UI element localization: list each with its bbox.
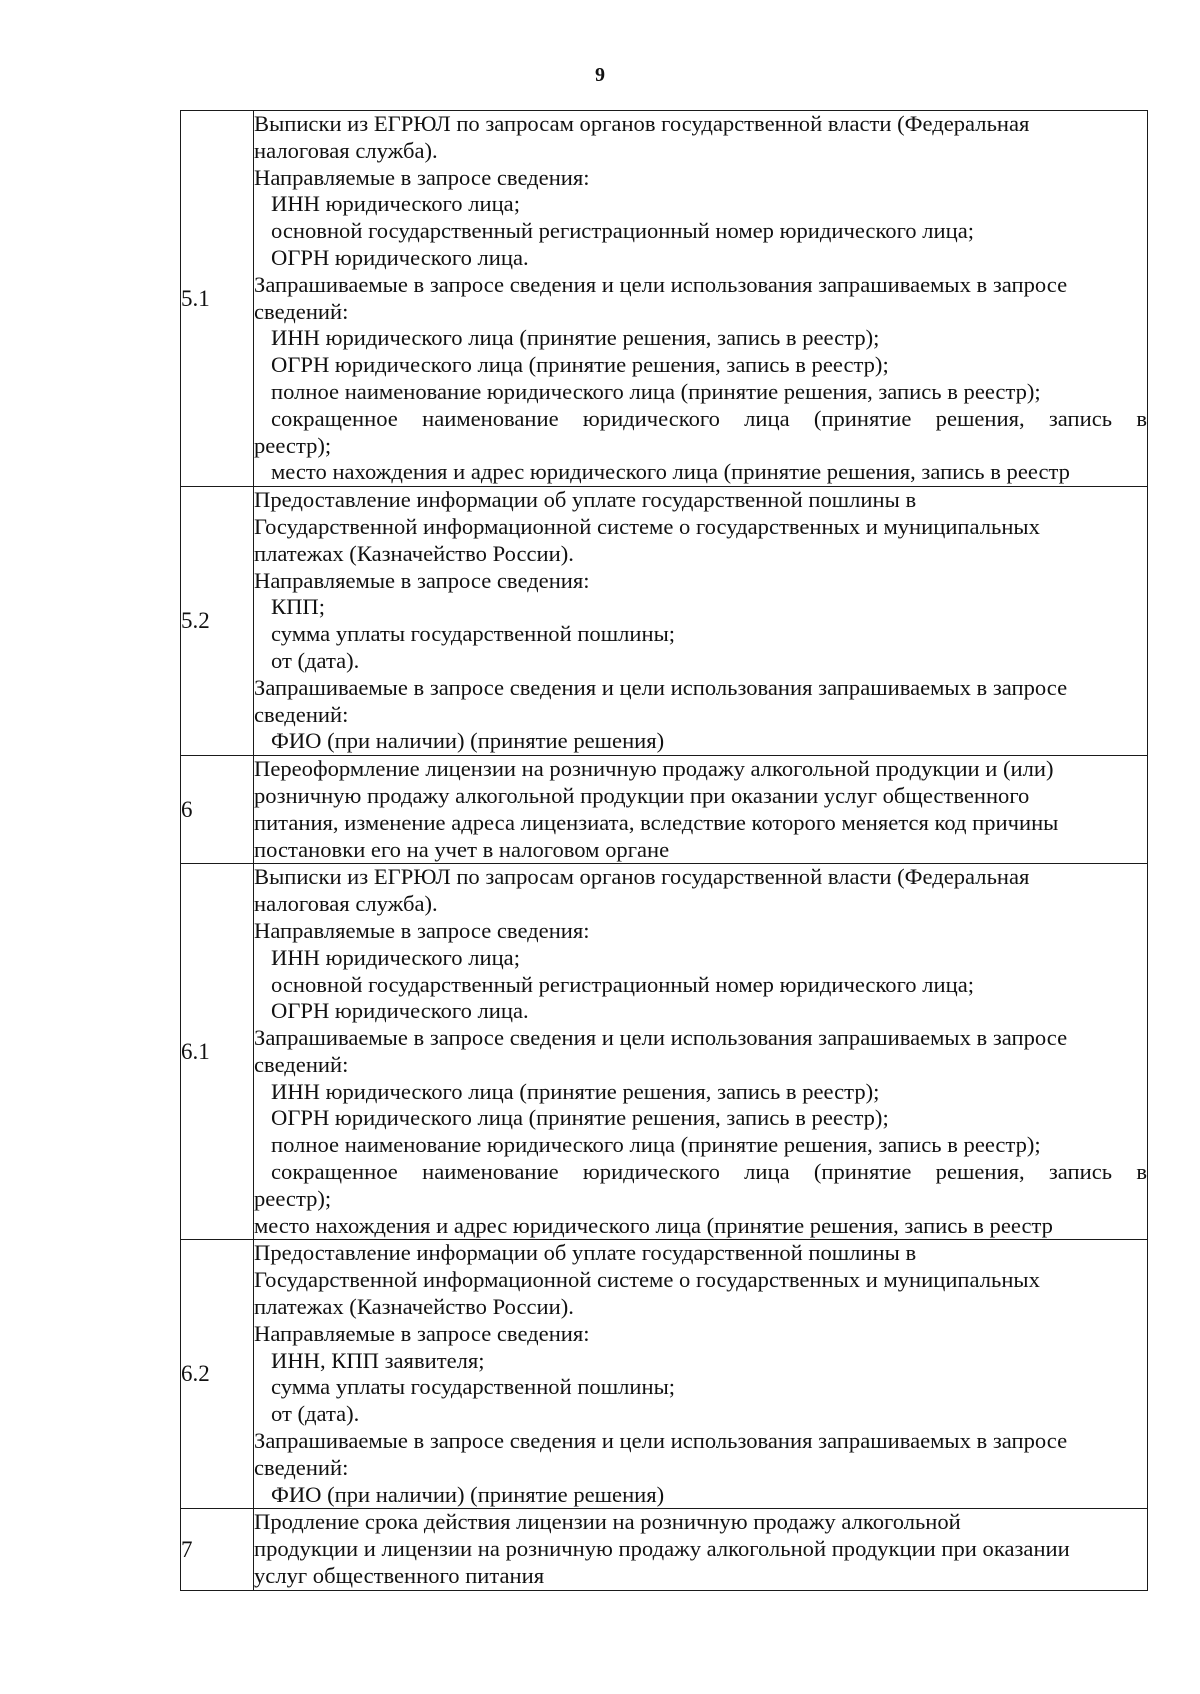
row-number: 5.2 xyxy=(181,487,254,756)
text-line: ИНН юридического лица; xyxy=(271,191,520,217)
text-line: Направляемые в запросе сведения: xyxy=(254,567,590,593)
text-line: сведений: xyxy=(254,1454,349,1480)
text-line: Выписки из ЕГРЮЛ по запросам органов государственной власти (Федеральная xyxy=(254,864,1030,890)
text-line: полное наименование юридического лица (принятие решения, запись в реестр); xyxy=(271,378,1041,404)
text-line: место нахождения и адрес юридического лица (принятие решения, запись в реестр xyxy=(254,1212,1053,1238)
text-line: Направляемые в запросе сведения: xyxy=(254,917,590,943)
text-line: ОГРН юридического лица (принятие решения, запись в реестр); xyxy=(271,352,889,378)
text-line: ФИО (при наличии) (принятие решения) xyxy=(271,728,665,754)
text-line: сокращенное наименование юридического лица (принятие решения, запись в xyxy=(271,405,1147,431)
page-number: 9 xyxy=(595,64,605,86)
text-line: налоговая служба). xyxy=(254,137,438,163)
table-row xyxy=(181,1509,1148,1590)
text-line: место нахождения и адрес юридического лица (принятие решения, запись в реестр xyxy=(271,459,1070,485)
table-row xyxy=(181,864,1148,1240)
row-number: 6.1 xyxy=(181,864,254,1240)
row-text xyxy=(254,756,1148,864)
row-number: 7 xyxy=(181,1509,254,1590)
text-line: основной государственный регистрационный номер юридического лица; xyxy=(271,218,974,244)
text-line: продукции и лицензии на розничную продажу алкогольной продукции при оказании xyxy=(254,1536,1070,1562)
text-line: сведений: xyxy=(254,1051,349,1077)
text-line: КПП; xyxy=(271,594,325,620)
text-line: услуг общественного питания xyxy=(254,1563,545,1589)
text-line: Направляемые в запросе сведения: xyxy=(254,1320,590,1346)
text-line: Государственной информационной системе о государственных и муниципальных xyxy=(254,513,1040,539)
table-row xyxy=(181,1240,1148,1509)
row-text xyxy=(254,1509,1148,1590)
text-line: Направляемые в запросе сведения: xyxy=(254,164,590,190)
text-line: сведений: xyxy=(254,701,349,727)
text-line: Предоставление информации об уплате государственной пошлины в xyxy=(254,1240,917,1266)
row-number: 5.1 xyxy=(181,111,254,487)
text-line: ИНН юридического лица (принятие решения, запись в реестр); xyxy=(271,325,880,351)
text-line: ФИО (при наличии) (принятие решения) xyxy=(271,1481,665,1507)
text-line: ОГРН юридического лица (принятие решения, запись в реестр); xyxy=(271,1105,889,1131)
text-line: основной государственный регистрационный номер юридического лица; xyxy=(271,971,974,997)
text-line: сведений: xyxy=(254,298,349,324)
requirements-table xyxy=(180,110,1148,1591)
row-number: 6.2 xyxy=(181,1240,254,1509)
text-line: сокращенное наименование юридического лица (принятие решения, запись в xyxy=(271,1159,1147,1185)
text-line: ИНН юридического лица (принятие решения, запись в реестр); xyxy=(271,1078,880,1104)
table-row xyxy=(181,756,1148,864)
text-line: ОГРН юридического лица. xyxy=(271,244,529,270)
text-line: платежах (Казначейство России). xyxy=(254,540,574,566)
table-row xyxy=(181,487,1148,756)
text-line: ИНН юридического лица; xyxy=(271,944,520,970)
text-line: Выписки из ЕГРЮЛ по запросам органов государственной власти (Федеральная xyxy=(254,111,1030,136)
row-text xyxy=(254,864,1148,1240)
text-line: ОГРН юридического лица. xyxy=(271,998,529,1024)
text-line: розничную продажу алкогольной продукции при оказании услуг общественного xyxy=(254,782,1030,808)
text-line: ИНН, КПП заявителя; xyxy=(271,1347,485,1373)
text-line: Запрашиваемые в запросе сведения и цели использования запрашиваемых в запросе xyxy=(254,1428,1068,1454)
text-line: Продление срока действия лицензии на розничную продажу алкогольной xyxy=(254,1509,961,1535)
text-line: налоговая служба). xyxy=(254,891,438,917)
text-line: полное наименование юридического лица (принятие решения, запись в реестр); xyxy=(271,1132,1041,1158)
text-line: сумма уплаты государственной пошлины; xyxy=(271,621,676,647)
text-line: питания, изменение адреса лицензиата, вследствие которого меняется код причины xyxy=(254,809,1059,835)
text-line: реестр); xyxy=(254,1185,332,1211)
row-number: 6 xyxy=(181,756,254,864)
text-line: постановки его на учет в налоговом органе xyxy=(254,836,670,862)
text-line: Государственной информационной системе о государственных и муниципальных xyxy=(254,1267,1040,1293)
text-line: от (дата). xyxy=(271,647,360,673)
row-text xyxy=(254,487,1148,756)
text-line: Запрашиваемые в запросе сведения и цели использования запрашиваемых в запросе xyxy=(254,674,1068,700)
table-row xyxy=(181,111,1148,487)
text-line: Предоставление информации об уплате государственной пошлины в xyxy=(254,487,917,513)
text-line: Переоформление лицензии на розничную продажу алкогольной продукции и (или) xyxy=(254,756,1054,782)
row-text xyxy=(254,1240,1148,1509)
row-text xyxy=(254,111,1148,487)
text-line: платежах (Казначейство России). xyxy=(254,1294,574,1320)
text-line: сумма уплаты государственной пошлины; xyxy=(271,1374,676,1400)
text-line: реестр); xyxy=(254,432,332,458)
text-line: от (дата). xyxy=(271,1401,360,1427)
text-line: Запрашиваемые в запросе сведения и цели использования запрашиваемых в запросе xyxy=(254,1025,1068,1051)
text-line: Запрашиваемые в запросе сведения и цели использования запрашиваемых в запросе xyxy=(254,271,1068,297)
